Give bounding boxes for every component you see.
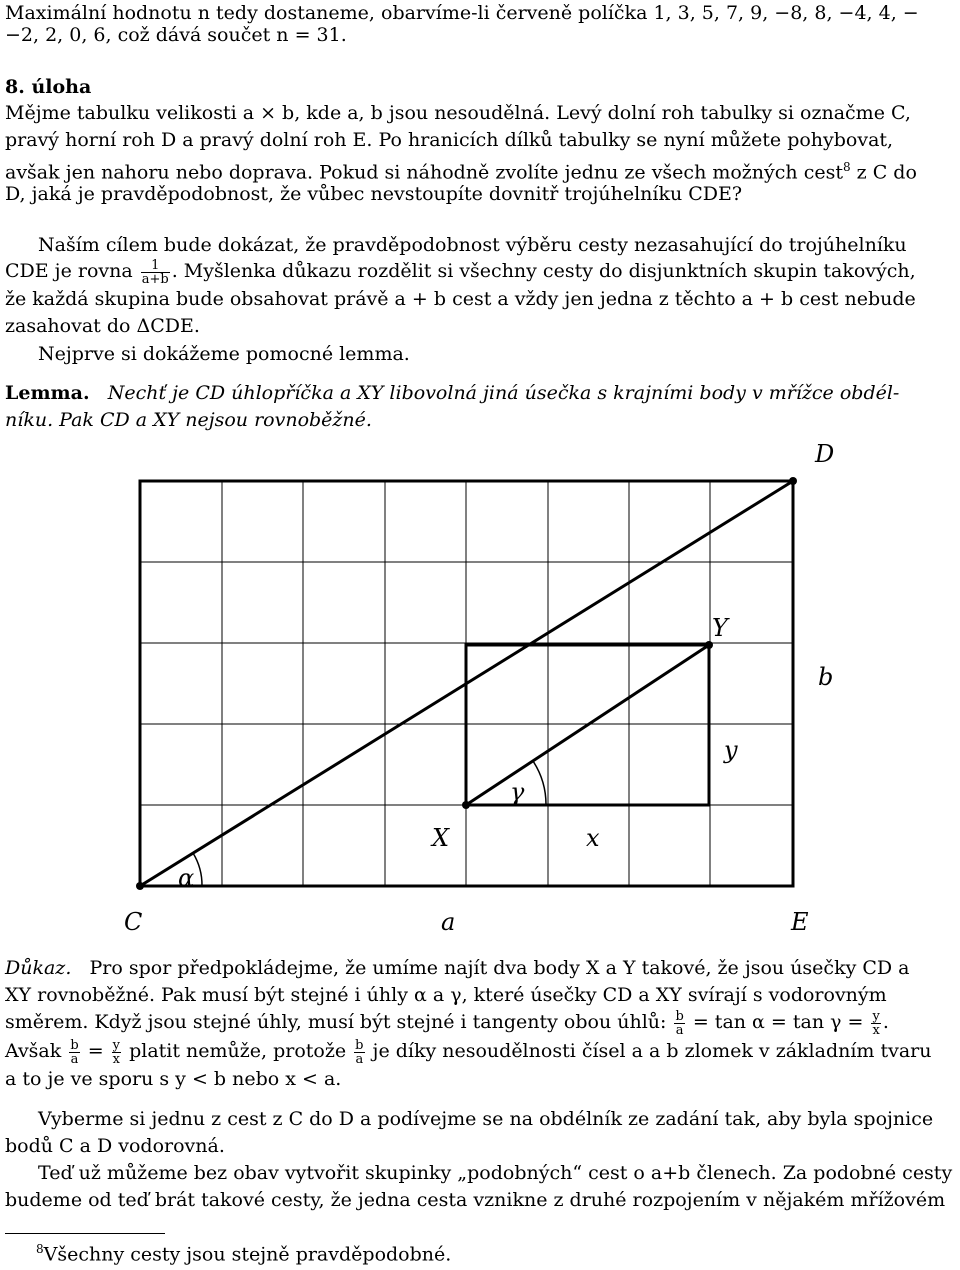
point-x bbox=[462, 801, 470, 809]
proof-line-5: a to je ve sporu s y < b nebo x < a. bbox=[5, 1068, 342, 1090]
problem-line-3-end: z C do bbox=[850, 161, 917, 184]
label-x-length: x bbox=[586, 824, 600, 852]
label-d: D bbox=[815, 440, 835, 468]
footnote-text: Všechny cesty jsou stejně pravděpodobné. bbox=[43, 1243, 452, 1266]
fraction-y-over-x-1: $\frac{y}{x}$ bbox=[872, 1008, 880, 1038]
text-line-1: Maximální hodnotu n tedy dostaneme, obarvíme-li červeně políčka 1, 3, 5, 7, 9, −8, 8, −4, 4, − bbox=[5, 2, 919, 24]
footnote bbox=[36, 1242, 451, 1265]
para-line-4: budeme od teď brát takové cesty, že jedna cesta vznikne z druhé rozpojením v nějakém mřížovém bbox=[5, 1189, 946, 1211]
label-c: C bbox=[124, 908, 143, 936]
lemma-line-2: níku. Pak CD a XY nejsou rovnoběžné. bbox=[5, 409, 372, 431]
goal-line-2 bbox=[5, 258, 916, 286]
footnote-ref: 8 bbox=[842, 160, 851, 174]
problem-line-1: Mějme tabulku velikosti a × b, kde a, b jsou nesoudělná. Levý dolní roh tabulky si označme C, bbox=[5, 102, 911, 124]
point-c bbox=[136, 882, 144, 890]
label-b: b bbox=[818, 663, 834, 691]
proof-line-1 bbox=[5, 955, 910, 981]
lemma-line-1 bbox=[5, 380, 899, 406]
segment-xy bbox=[466, 645, 709, 805]
proof-line-3-start: směrem. Když jsou stejné úhly, musí být stejné i tangenty obou úhlů: bbox=[5, 1011, 667, 1033]
point-y bbox=[705, 641, 713, 649]
lemma-text-1: Nechť je CD úhlopříčka a XY libovolná jiná úsečka s krajními body v mřížce obdél- bbox=[107, 382, 900, 404]
angle-alpha-arc bbox=[193, 853, 202, 886]
fraction-y-over-x-2: $\frac{y}{x}$ bbox=[112, 1037, 121, 1067]
proof-text-1: Pro spor předpokládejme, že umíme najít dva body X a Y takové, že jsou úsečky CD a bbox=[89, 957, 910, 979]
para-line-1: Vyberme si jednu z cest z C do D a podívejme se na obdélník ze zadání tak, aby byla spojnice bbox=[38, 1108, 934, 1130]
lemma-intro: Nejprve si dokážeme pomocné lemma. bbox=[38, 343, 410, 365]
problem-line-4: D, jaká je pravděpodobnost, že vůbec nevstoupíte dovnitř trojúhelníku CDE? bbox=[5, 183, 743, 205]
point-d bbox=[789, 477, 797, 485]
label-y: Y bbox=[712, 614, 728, 642]
label-e: E bbox=[791, 908, 809, 936]
label-gamma: γ bbox=[510, 778, 525, 806]
goal-line-2-end: . Myšlenka důkazu rozdělit si všechny cesty do disjunktních skupin takových, bbox=[171, 260, 916, 282]
proof-line-4-start: Avšak bbox=[5, 1040, 62, 1062]
goal-line-4: zasahovat do ΔCDE. bbox=[5, 315, 200, 337]
label-a: a bbox=[441, 908, 456, 936]
fraction-one-over-a-plus-b bbox=[141, 259, 170, 286]
text-line-2: −2, 2, 0, 6, což dává součet n = 31. bbox=[5, 24, 347, 46]
footnote-mark: 8 bbox=[36, 1242, 44, 1256]
proof-line-3-mid: = tan α = tan γ = bbox=[692, 1011, 864, 1033]
problem-line-3-text: avšak jen nahoru nebo doprava. Pokud si náhodně zvolíte jednu ze všech možných cest bbox=[5, 161, 843, 184]
para-line-2: bodů C a D vodorovná. bbox=[5, 1135, 225, 1157]
proof-label: Důkaz. bbox=[5, 957, 72, 979]
fraction-b-over-a-2: $\frac{b}{a}$ bbox=[70, 1037, 79, 1067]
footnote-rule bbox=[5, 1233, 165, 1234]
proof-line-3: směrem. Když jsou stejné úhly, musí být stejné i tangenty obou úhlů: $\frac{b}{a}$ = tan α = tan γ = $\frac{y}{x}$ . bbox=[5, 1008, 889, 1038]
fraction-denominator: a+b bbox=[141, 271, 169, 287]
proof-line-4: Avšak $\frac{b}{a}$ = $\frac{y}{x}$ platit nemůže, protože $\frac{b}{a}$ je díky nesoudělnosti čísel a a b zlomek v základním tvaru bbox=[5, 1037, 932, 1067]
lemma-label: Lemma. bbox=[5, 382, 90, 404]
section-heading: 8. úloha bbox=[5, 76, 92, 98]
goal-line-1: Naším cílem bude dokázat, že pravděpodobnost výběru cesty nezasahující do trojúhelníku bbox=[38, 234, 907, 256]
label-x-point: X bbox=[432, 824, 450, 852]
lattice-figure bbox=[0, 440, 960, 940]
goal-line-2-start: CDE je rovna bbox=[5, 260, 133, 282]
proof-line-2: XY rovnoběžné. Pak musí být stejné i úhly α a γ, které úsečky CD a XY svírají s vodorovným bbox=[5, 984, 887, 1006]
label-y-length: y bbox=[724, 736, 738, 764]
label-alpha: α bbox=[178, 864, 195, 892]
problem-line-2: pravý horní roh D a pravý dolní roh E. Po hranicích dílků tabulky se nyní můžete pohybovat, bbox=[5, 129, 894, 151]
fraction-b-over-a-1: $\frac{b}{a}$ bbox=[675, 1008, 684, 1038]
para-line-3: Teď už můžeme bez obav vytvořit skupinky „podobných“ cest o a+b členech. Za podobné cesty bbox=[38, 1162, 953, 1184]
fraction-numerator: 1 bbox=[141, 259, 170, 273]
fraction-b-over-a-3: $\frac{b}{a}$ bbox=[355, 1037, 364, 1067]
angle-gamma-arc bbox=[533, 761, 546, 805]
goal-line-3: že každá skupina bude obsahovat právě a + b cest a vždy jen jedna z těchto a + b cest nebude bbox=[5, 288, 916, 310]
